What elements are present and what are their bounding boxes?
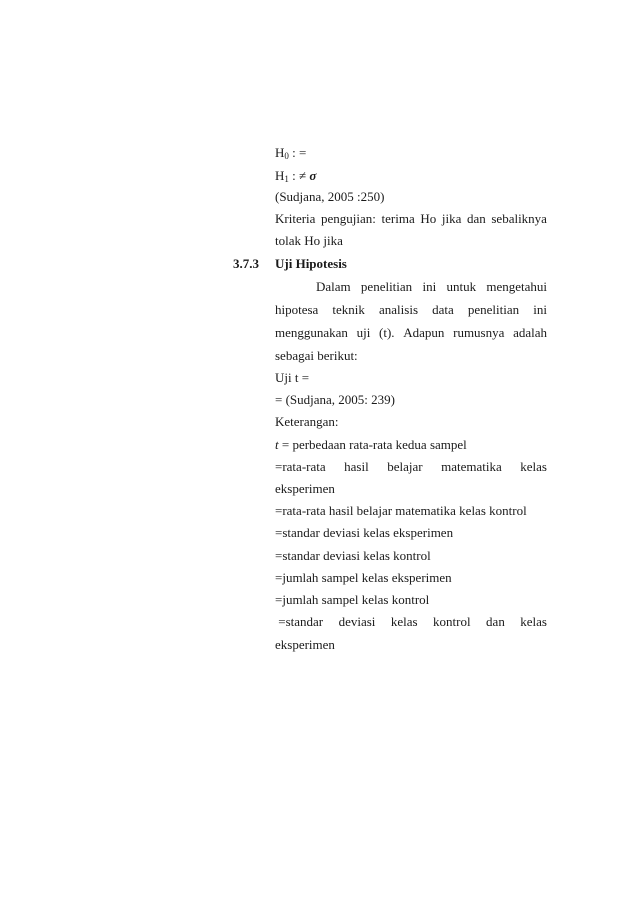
h1-subscript: 1 xyxy=(284,174,289,184)
word: hipotesa xyxy=(275,302,319,317)
sigma-symbol: σ xyxy=(309,168,317,183)
sd-combined-line-1 xyxy=(275,614,547,630)
sd-control: =standar deviasi kelas kontrol xyxy=(275,548,431,563)
word: menggunakan xyxy=(275,325,348,340)
word: dan xyxy=(486,614,505,629)
word: analisis xyxy=(379,302,419,317)
h1-line xyxy=(275,168,316,184)
keterangan-label: Keterangan: xyxy=(275,414,339,429)
word: uji xyxy=(356,325,371,340)
mean-experiment-line-1 xyxy=(275,459,547,475)
word: pengujian: xyxy=(321,211,376,226)
word: penelitian xyxy=(360,279,413,294)
h0-line xyxy=(275,145,306,161)
reference-sudjana-250: (Sudjana, 2005 :250) xyxy=(275,189,385,204)
word: jika xyxy=(441,211,462,226)
mean-experiment-line-2: eksperimen xyxy=(275,481,335,496)
word: kontrol xyxy=(433,614,471,629)
word: adalah xyxy=(513,325,547,340)
word: Adapun xyxy=(403,325,445,340)
word: =rata-rata xyxy=(275,459,326,474)
sd-experiment: =standar deviasi kelas eksperimen xyxy=(275,525,454,540)
section-title: Uji Hipotesis xyxy=(275,256,347,271)
paragraph-line-2 xyxy=(275,302,547,318)
word: matematika xyxy=(441,459,502,474)
word: deviasi xyxy=(338,614,376,629)
word: ini xyxy=(422,279,437,294)
word: penelitian xyxy=(467,302,520,317)
word: kelas xyxy=(520,459,547,474)
word: Kriteria xyxy=(275,211,316,226)
word: kelas xyxy=(520,614,547,629)
n-experiment: =jumlah sampel kelas eksperimen xyxy=(275,570,452,585)
reference-sudjana-239: = (Sudjana, 2005: 239) xyxy=(275,392,395,407)
section-number: 3.7.3 xyxy=(233,256,259,271)
word: dan xyxy=(466,211,486,226)
word: Ho xyxy=(420,211,437,226)
t-description: = perbedaan rata-rata kedua sampel xyxy=(278,437,467,452)
word: Dalam xyxy=(316,279,351,294)
uji-t-formula: Uji t = xyxy=(275,370,310,385)
word: terima xyxy=(381,211,415,226)
word: untuk xyxy=(446,279,477,294)
word: teknik xyxy=(332,302,365,317)
word: sebaliknya xyxy=(491,211,547,226)
word: data xyxy=(432,302,454,317)
mean-control: =rata-rata hasil belajar matematika kelas kontrol xyxy=(275,503,527,518)
t-definition xyxy=(275,437,467,453)
word: =standar xyxy=(275,614,324,629)
reject-line: tolak Ho jika xyxy=(275,233,343,248)
t-variable: t xyxy=(275,437,279,452)
criteria-line xyxy=(275,211,547,227)
word: (t). xyxy=(379,325,395,340)
word: belajar xyxy=(387,459,423,474)
word: mengetahui xyxy=(486,279,547,294)
sd-combined-line-2: eksperimen xyxy=(275,637,335,652)
word: ini xyxy=(533,302,547,317)
word: hasil xyxy=(344,459,369,474)
n-control: =jumlah sampel kelas kontrol xyxy=(275,592,430,607)
paragraph-line-4: sebagai berikut: xyxy=(275,348,358,363)
h1-symbol: H xyxy=(275,168,285,183)
h0-symbol: H xyxy=(275,145,285,160)
h0-text: : = xyxy=(288,145,307,160)
paragraph-line-3 xyxy=(275,325,547,341)
paragraph-line-1 xyxy=(316,279,547,295)
h1-text: : ≠ xyxy=(288,168,310,183)
word: kelas xyxy=(390,614,418,629)
word: rumusnya xyxy=(453,325,505,340)
h0-subscript: 0 xyxy=(284,151,289,161)
